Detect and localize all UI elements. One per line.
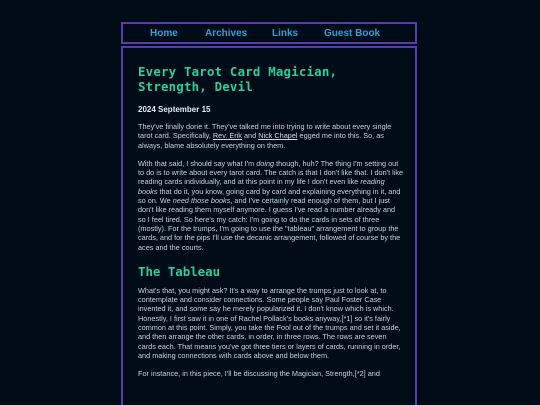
emphasis-text: reading books <box>138 177 385 196</box>
paragraph-text: though, huh? The thing I'm setting out to do is to write about every tarot card. The catch is that I don't like that. I don't like reading cards individually, and at this point in my life I don't even like <box>138 158 404 187</box>
nav-link-links[interactable]: Links <box>272 28 299 39</box>
post-container <box>121 46 417 405</box>
paragraph-text: They've finally done it. They've talked me into trying to write about every single tarot card. Specifically, <box>138 122 392 141</box>
paragraph-text: that do it, you know, going card by card and explaining everything in it, and so on. We <box>138 186 401 206</box>
post-paragraph-instance: For instance, in this piece, I'll be discussing the Magician, Strength,[*2] and <box>138 369 380 379</box>
link-nick-chapel[interactable]: Nick Chapel <box>258 131 298 141</box>
post-article <box>138 64 404 379</box>
paragraph-text: egged me into this. So, as always, blame absolutely everything on them. <box>138 131 384 150</box>
emphasis-text: need those books <box>172 196 231 206</box>
paragraph-text: With that said, I should say what I'm <box>138 158 257 168</box>
paragraph-text: and <box>241 131 259 141</box>
post-date: 2024 September 15 <box>138 105 211 114</box>
post-title: Every Tarot Card Magician, Strength, Devil <box>138 64 338 94</box>
post-paragraph-intro <box>138 122 404 150</box>
post-paragraph-plan <box>138 159 404 252</box>
section-heading-tableau: The Tableau <box>138 263 221 279</box>
paragraph-text: , and I've certainly read enough of them, but I just don't like reading them myself anymore. I guess I've read a number already and so I feel tired. So here's my catch: I'm going to do the cards in sets of three (mostly). For the trumps, I'm going to use the "tableau" arrangement to group the cards, and for the pips I'll use the decanic arrangement, followed of course by the aces and the courts. <box>138 196 401 252</box>
top-navigation <box>121 22 417 44</box>
nav-link-archives[interactable]: Archives <box>205 28 248 39</box>
nav-link-home[interactable]: Home <box>150 28 178 39</box>
emphasis-text: doing <box>256 158 275 168</box>
nav-link-guest-book[interactable]: Guest Book <box>324 28 381 39</box>
post-paragraph-tableau: What's that, you might ask? It's a way to arrange the trumps just to look at, to contemplate and consider connections. Some people say Paul Foster Case invented it, and some say he merely popularized it. I don't know which is which. Honestly, I first saw it in one of Rachel Pollack's books anyway,[*1] so it's fairly common at this point. Simply, you take the Fool out of the trumps and set it aside, and then arrange the other cards, in order, in three rows. The rows are seven cards each. That means you've got three tiers or layers of cards, running in order, and making connections with cards above and below them. <box>138 285 401 360</box>
link-rev-erik[interactable]: Rev. Erik <box>212 131 242 141</box>
